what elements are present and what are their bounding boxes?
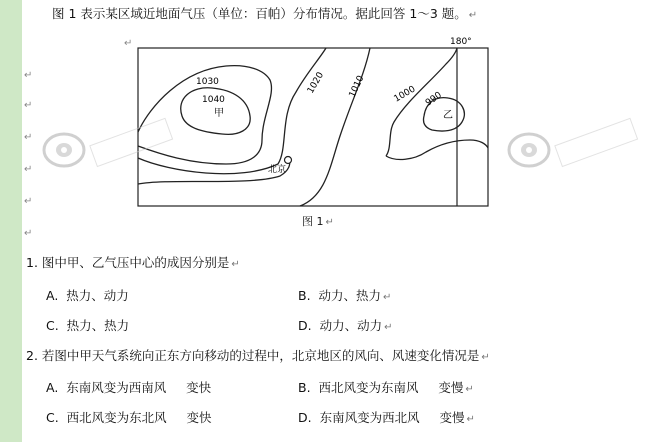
intro-sentence: 图 1 表示某区域近地面气压（单位：百帕）分布情况。据此回答 1～3 题。 [52,6,467,21]
paragraph-mark: ↵ [24,164,33,175]
option-text: 西北风变为东南风 [318,380,419,395]
figure-caption-text: 图 1 [302,215,324,228]
isobar-map [130,36,500,212]
option-text: 动力、热力 [318,288,382,303]
option-text: 动力、动力 [319,318,383,333]
paragraph-mark: ↵ [325,217,334,228]
q2-option-a [46,380,211,396]
q1-option-d [298,318,392,336]
paragraph-mark: ↵ [466,414,475,425]
option-letter: C. [46,410,59,425]
paragraph-mark: ↵ [24,100,33,111]
option-text: 西北风变为东北风 [66,410,167,425]
isobar-label-990: 990 [423,90,444,109]
isobar-label-1040: 1040 [202,95,225,105]
isobar-label-1010: 1010 [347,74,367,100]
paragraph-mark: ↵ [24,196,33,207]
paragraph-mark: ↵ [481,352,490,363]
figure-caption [302,214,334,231]
option-extra: 变慢 [439,410,465,425]
paragraph-mark: ↵ [24,132,33,143]
meridian-180-label: 180° [450,37,472,47]
option-extra: 变快 [186,410,212,425]
option-letter: A. [46,288,59,303]
question-1-stem [26,255,240,273]
option-letter: D. [298,318,312,333]
q1-option-c [46,318,129,334]
q2-option-c [46,410,212,426]
q2-option-b [298,380,474,398]
beijing-label: 北京 [268,165,287,175]
question-2-stem [26,348,490,366]
beijing-point [285,157,292,164]
q2-option-d [298,410,475,428]
paragraph-mark: ↵ [24,70,33,81]
paragraph-mark: ↵ [383,292,392,303]
option-text: 热力、动力 [66,288,129,303]
center-label-yi: 乙 [443,110,453,121]
option-extra: 变慢 [438,380,464,395]
center-label-jia: 甲 [214,108,224,119]
paragraph-mark: ↵ [465,384,474,395]
isobar-label-1000: 1000 [392,84,418,105]
paragraph-mark: ↵ [24,228,33,239]
option-text: 东南风变为西南风 [66,380,167,395]
option-letter: B. [298,288,311,303]
paragraph-mark: ↵ [468,10,478,21]
isobar-1000-lower [386,140,488,159]
paragraph-mark: ↵ [231,259,240,270]
map-frame [138,48,488,206]
paragraph-mark: ↵ [384,322,393,333]
option-letter: D. [298,410,312,425]
question-stem-text: 2. 若图中甲天气系统向正东方向移动的过程中，北京地区的风向、风速变化情况是 [26,348,480,363]
option-text: 东南风变为西北风 [319,410,420,425]
intro-text [52,6,477,24]
isobar-label-1030: 1030 [196,77,219,87]
left-margin-strip [0,0,22,442]
option-letter: B. [298,380,311,395]
option-extra: 变快 [186,380,212,395]
isobar-1010 [300,48,370,206]
option-letter: A. [46,380,59,395]
paragraph-mark: ↵ [124,38,133,49]
option-letter: C. [46,318,59,333]
question-stem-text: 1. 图中甲、乙气压中心的成因分别是 [26,255,230,270]
q1-option-b [298,288,391,306]
isobar-label-1020: 1020 [305,70,327,96]
watermark-logo-left [40,110,180,180]
q1-option-a [46,288,129,304]
option-text: 热力、热力 [66,318,130,333]
watermark-logo-right [505,110,645,180]
